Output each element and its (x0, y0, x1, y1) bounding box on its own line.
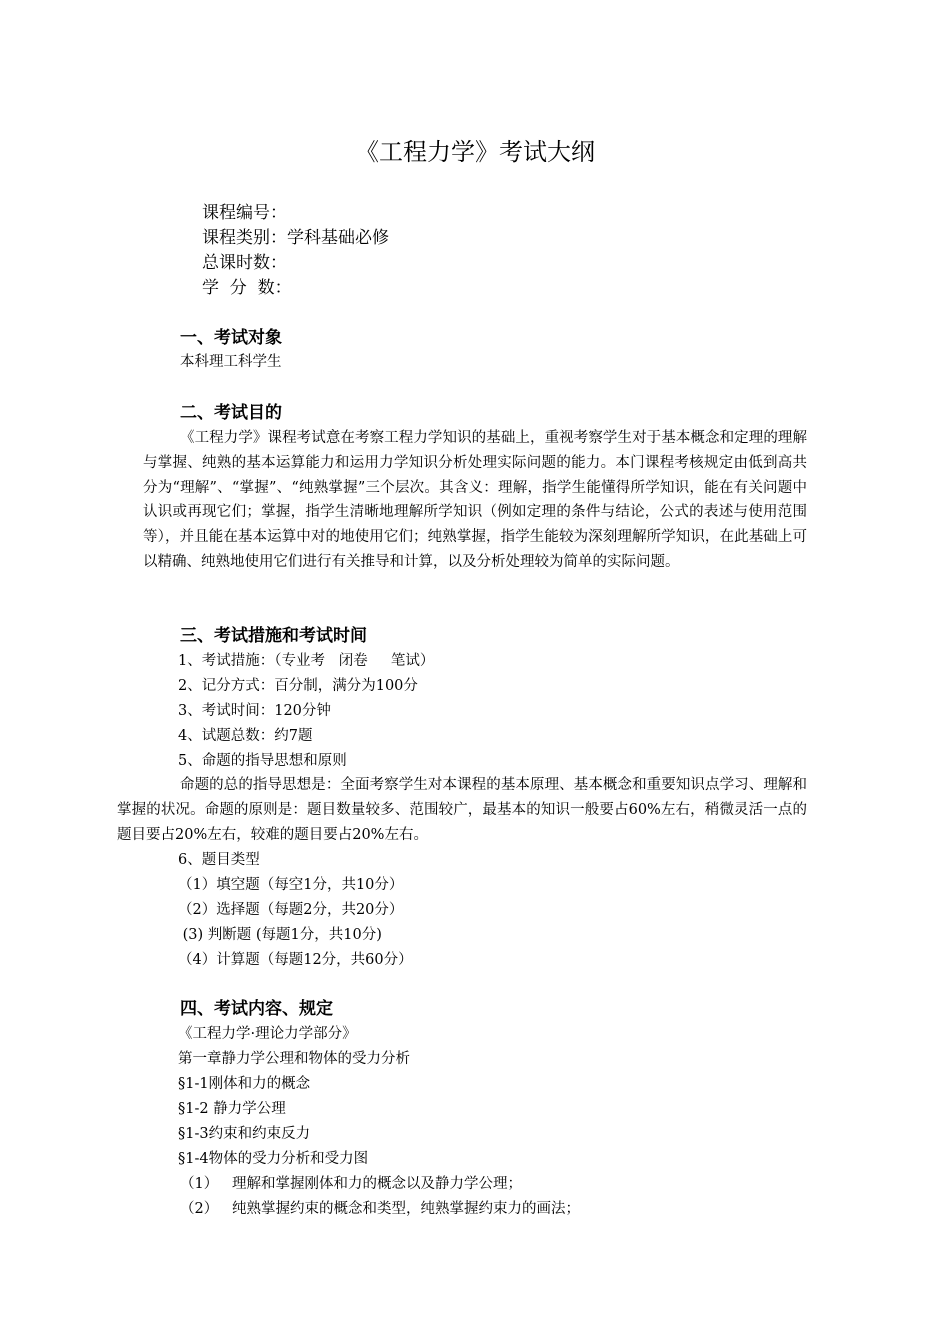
page-title: 《工程力学》考试大纲 (355, 138, 595, 166)
exam-method: 1、考试措施：（专业考 闭卷 笔试） (178, 653, 435, 669)
course-type: 课程类别：学科基础必修 (202, 228, 389, 248)
section-1-text: 本科理工科学生 (180, 354, 282, 370)
guiding-principle-paragraph: 命题的总的指导思想是：全面考察学生对本课程的基本原理、基本概念和重要知识点学习、理解和掌握的状况。命题的原则是：题目数量较多、范围较广，最基本的知识一般要占60%左右，稍微灵活一点的题目要占20%左右，较难的题目要占20%左右。 (117, 777, 807, 843)
section-2-heading: 二、考试目的 (180, 403, 282, 423)
section-2-paragraph: 《工程力学》课程考试意在考察工程力学知识的基础上，重视考察学生对于基本概念和定理的理解与掌握、纯熟的基本运算能力和运用力学知识分析处理实际问题的能力。本门课程考核规定由低到高共分为“理解”、“掌握”、“纯熟掌握”三个层次。其含义：理解，指学生能懂得所学知识，能在有关问题中认识或再现它们；掌握，指学生清晰地理解所学知识（例如定理的条件与结论，公式的表述与使用范围等），并且能在基本运算中对的地使用它们；纯熟掌握，指学生能较为深刻理解所学知识，在此基础上可以精确、纯熟地使用它们进行有关推导和计算，以及分析处理较为简单的实际问题。 (143, 430, 807, 570)
section-4-heading: 四、考试内容、规定 (180, 999, 333, 1019)
question-types-label: 6、题目类型 (178, 852, 260, 868)
section-item: §1-2 静力学公理 (178, 1101, 286, 1117)
total-hours: 总课时数： (202, 253, 287, 273)
scoring-method: 2、记分方式：百分制，满分为100分 (178, 678, 418, 694)
guiding-principle-label: 5、命题的指导思想和原则 (178, 753, 347, 769)
requirement-item: （2） 纯熟掌握约束的概念和类型，纯熟掌握约束力的画法； (180, 1201, 581, 1217)
credits: 学 分 数： (202, 278, 292, 298)
section-3-heading: 三、考试措施和考试时间 (180, 626, 367, 646)
section-item: §1-3约束和约束反力 (178, 1126, 311, 1142)
question-type-item: (3) 判断题 (每题1分，共10分) (178, 927, 382, 943)
question-type-item: （4）计算题（每题12分，共60分） (178, 952, 413, 968)
section-item: §1-4物体的受力分析和受力图 (178, 1151, 369, 1167)
course-code: 课程编号： (202, 203, 287, 223)
question-type-item: （2）选择题（每题2分，共20分） (178, 902, 404, 918)
section-item: §1-1刚体和力的概念 (178, 1076, 311, 1092)
chapter-title: 第一章静力学公理和物体的受力分析 (178, 1051, 410, 1067)
question-type-item: （1）填空题（每空1分，共10分） (178, 877, 404, 893)
textbook-title: 《工程力学·理论力学部分》 (178, 1026, 357, 1042)
question-count: 4、试题总数：约7题 (178, 728, 313, 744)
requirement-item: （1） 理解和掌握刚体和力的概念以及静力学公理； (180, 1176, 523, 1192)
exam-duration: 3、考试时间：120分钟 (178, 703, 331, 719)
section-1-heading: 一、考试对象 (180, 328, 282, 348)
